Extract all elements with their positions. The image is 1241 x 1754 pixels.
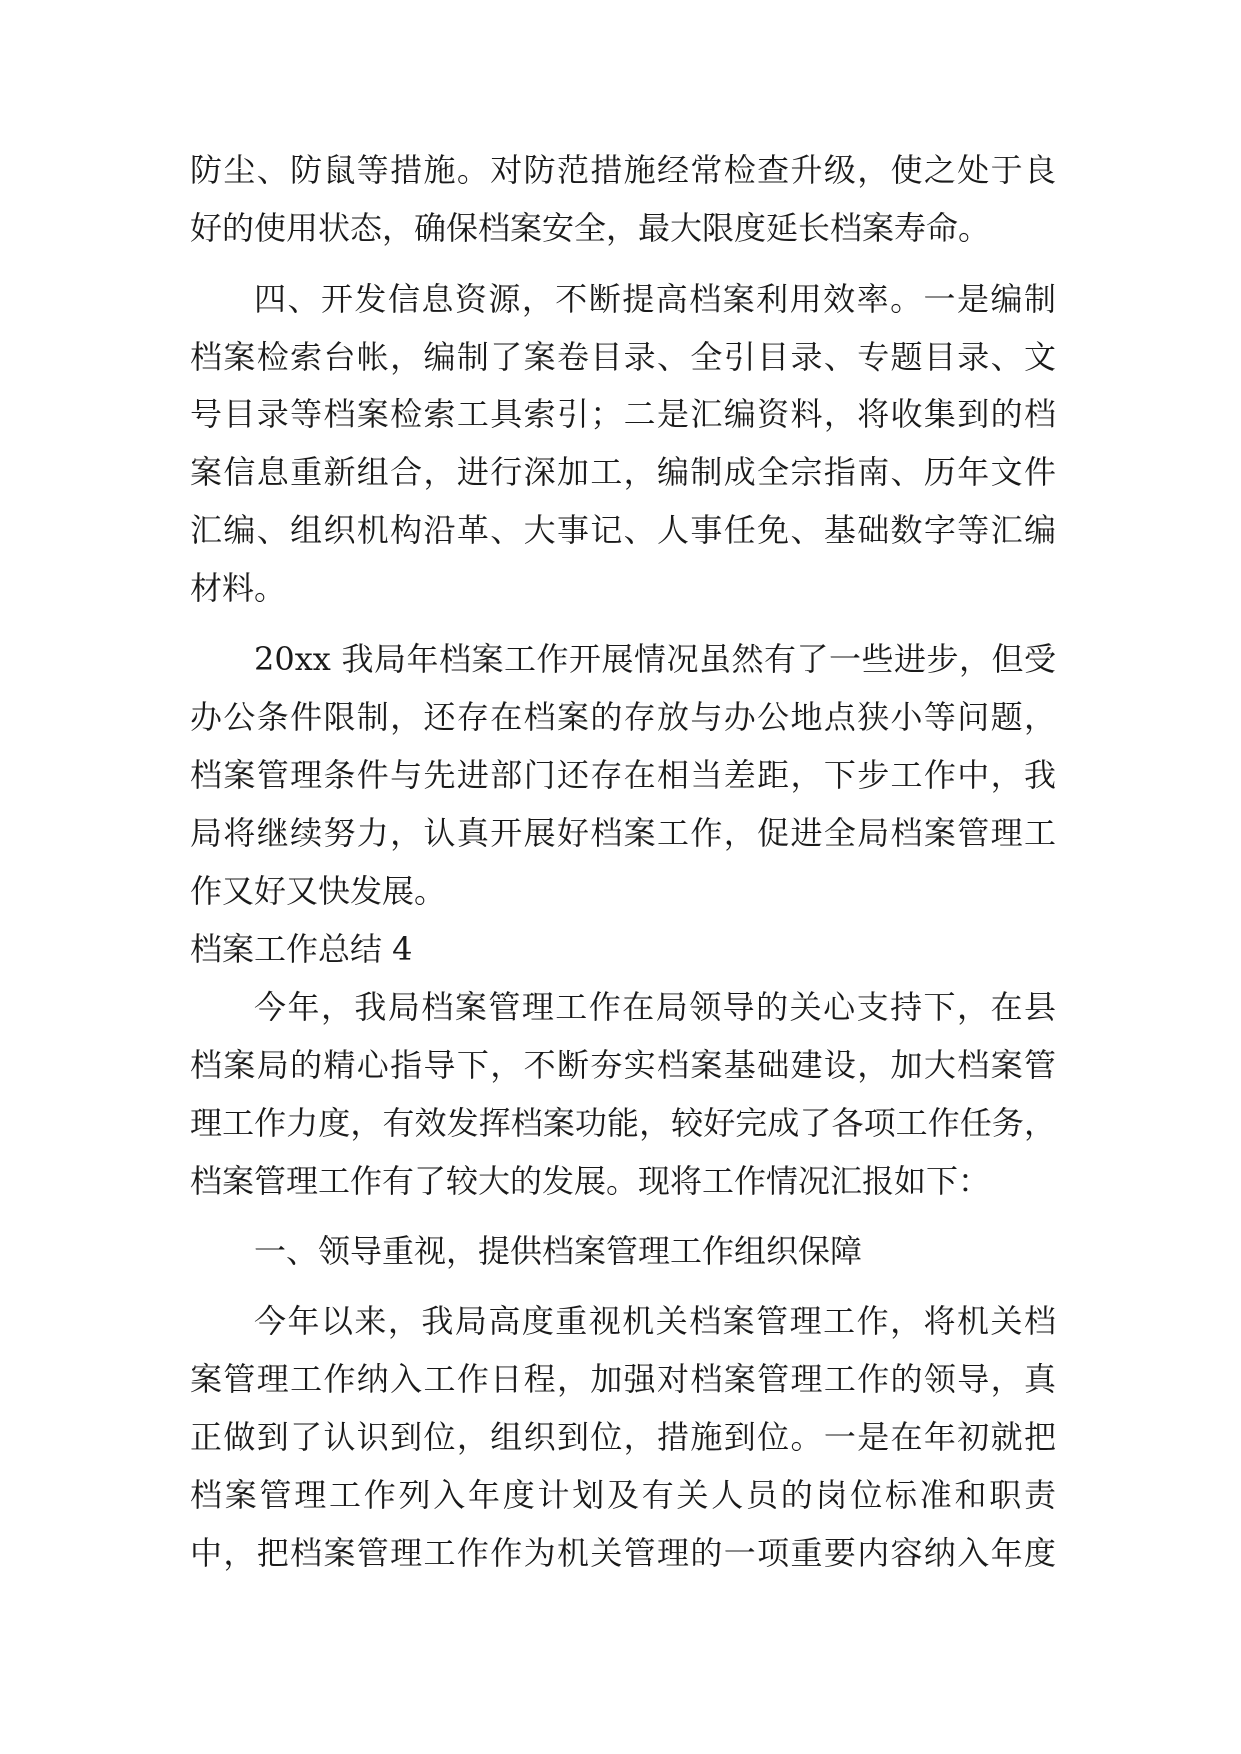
text-line: 中，把档案管理工作作为机关管理的一项重要内容纳入年度 [190, 1534, 1056, 1572]
text-line: 好的使用状态，确保档案安全，最大限度延长档案寿命。 [190, 209, 991, 247]
text-line: 档案管理条件与先进部门还存在相当差距，下步工作中，我 [190, 756, 1056, 794]
subsection-heading: 一、领导重视，提供档案管理工作组织保障 [254, 1232, 863, 1270]
text-line: 作又好又快发展。 [190, 872, 447, 910]
text-line: 局将继续努力，认真开展好档案工作，促进全局档案管理工 [190, 814, 1056, 852]
text-line: 正做到了认识到位，组织到位，措施到位。一是在年初就把 [190, 1418, 1056, 1456]
section-heading: 档案工作总结 4 [190, 930, 413, 968]
text-line: 档案管理工作列入年度计划及有关人员的岗位标准和职责 [190, 1476, 1056, 1514]
text-line: 今年以来，我局高度重视机关档案管理工作，将机关档 [254, 1302, 1056, 1340]
text-line: 案信息重新组合，进行深加工，编制成全宗指南、历年文件 [190, 453, 1056, 491]
text-line: 档案检索台帐，编制了案卷目录、全引目录、专题目录、文 [190, 338, 1056, 376]
text-line: 办公条件限制，还存在档案的存放与办公地点狭小等问题， [190, 698, 1056, 736]
text-line: 防尘、防鼠等措施。对防范措施经常检查升级，使之处于良 [190, 151, 1056, 189]
text-line: 汇编、组织机构沿革、大事记、人事任免、基础数字等汇编 [190, 511, 1056, 549]
text-line: 理工作力度，有效发挥档案功能，较好完成了各项工作任务， [190, 1104, 1056, 1142]
text-line: 档案管理工作有了较大的发展。现将工作情况汇报如下： [190, 1162, 991, 1200]
text-line: 档案局的精心指导下，不断夯实档案基础建设，加大档案管 [190, 1046, 1056, 1084]
text-line: 材料。 [190, 569, 287, 607]
text-line: 今年，我局档案管理工作在局领导的关心支持下，在县 [254, 988, 1056, 1026]
text-line: 四、开发信息资源，不断提高档案利用效率。一是编制 [254, 280, 1056, 318]
text-line: 20xx 我局年档案工作开展情况虽然有了一些进步，但受 [254, 640, 1056, 678]
text-line: 案管理工作纳入工作日程，加强对档案管理工作的领导，真 [190, 1360, 1056, 1398]
text-line: 号目录等档案检索工具索引；二是汇编资料，将收集到的档 [190, 395, 1056, 433]
